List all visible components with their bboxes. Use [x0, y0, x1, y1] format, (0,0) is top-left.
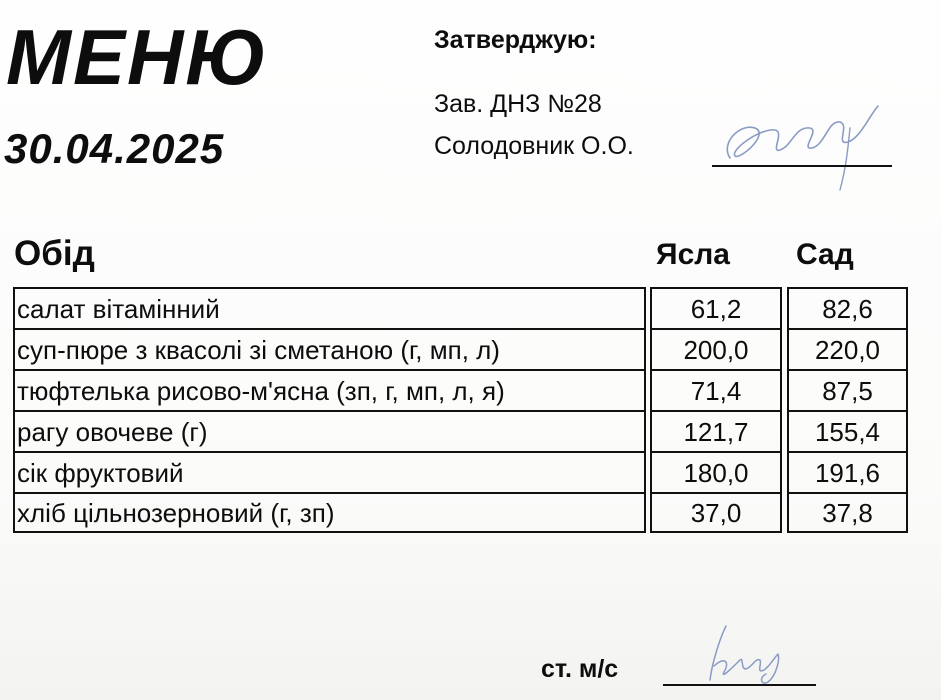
dish-name-cell: хліб цільнозерновий (г, зп)	[13, 492, 646, 533]
nurse-signature-line	[663, 684, 816, 686]
kindergarten-portion-cell: 37,8	[787, 492, 908, 533]
kindergarten-portion-cell: 82,6	[787, 287, 908, 328]
menu-row	[13, 328, 908, 369]
dish-name-cell: салат вітамінний	[13, 287, 646, 328]
approver-position: Зав. ДНЗ №28	[434, 90, 602, 118]
approval-heading: Затверджую:	[434, 26, 597, 54]
dish-name-cell: сік фруктовий	[13, 451, 646, 492]
menu-row	[13, 369, 908, 410]
menu-date: 30.04.2025	[4, 125, 225, 172]
nursery-portion-cell: 37,0	[650, 492, 782, 533]
nursery-column-header: Ясла	[656, 238, 730, 271]
head-nurse-label: ст. м/с	[541, 655, 619, 683]
meal-section-title: Обід	[14, 234, 95, 273]
kindergarten-portion-cell: 87,5	[787, 369, 908, 410]
approver-signature-line	[712, 165, 892, 167]
approver-signature	[700, 98, 900, 193]
menu-title: МЕНЮ	[6, 13, 269, 101]
kindergarten-portion-cell: 220,0	[787, 328, 908, 369]
kindergarten-portion-cell: 155,4	[787, 410, 908, 451]
nursery-portion-cell: 61,2	[650, 287, 782, 328]
nursery-portion-cell: 180,0	[650, 451, 782, 492]
kindergarten-column-header: Сад	[796, 238, 854, 271]
menu-table	[13, 287, 908, 533]
menu-row	[13, 410, 908, 451]
menu-row	[13, 451, 908, 492]
nursery-portion-cell: 71,4	[650, 369, 782, 410]
nursery-portion-cell: 200,0	[650, 328, 782, 369]
dish-name-cell: тюфтелька рисово-м'ясна (зп, г, мп, л, я)	[13, 369, 646, 410]
menu-row	[13, 287, 908, 328]
dish-name-cell: суп-пюре з квасолі зі сметаною (г, мп, л)	[13, 328, 646, 369]
kindergarten-portion-cell: 191,6	[787, 451, 908, 492]
menu-row	[13, 492, 908, 533]
approver-name: Солодовник О.О.	[434, 132, 634, 160]
dish-name-cell: рагу овочеве (г)	[13, 410, 646, 451]
nursery-portion-cell: 121,7	[650, 410, 782, 451]
nurse-signature	[690, 618, 800, 688]
